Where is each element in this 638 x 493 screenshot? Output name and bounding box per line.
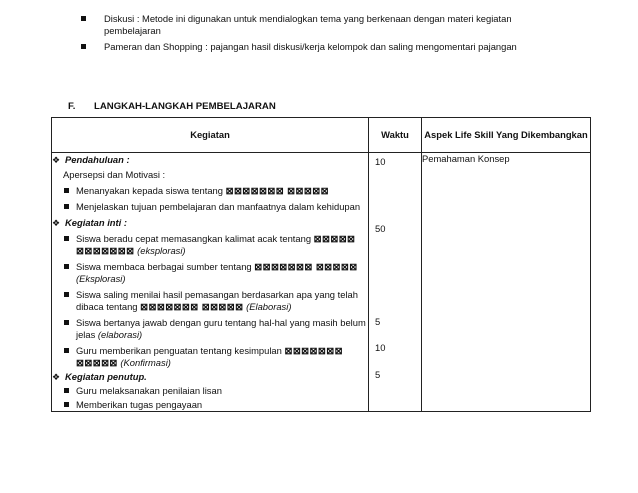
square-bullet-icon [64,188,69,193]
activity-type-label: (elaborasi) [97,329,143,340]
list-item [52,201,368,213]
missing-glyph-text: ⊠⊠⊠⊠⊠⊠⊠ ⊠⊠⊠⊠⊠ [76,345,343,368]
square-bullet-icon [64,236,69,241]
phase-penutup [52,371,368,383]
apersepsi-label: Apersepsi dan Motivasi : [63,169,166,180]
header-kegiatan: Kegiatan [52,118,369,153]
list-item [52,399,368,411]
list-item [52,385,368,397]
table-header-row [52,118,591,153]
phase-inti [52,217,368,229]
list-item [52,185,368,197]
square-bullet-icon [64,320,69,325]
list-item [52,261,368,285]
diamond-bullet-icon: ❖ [52,218,61,228]
intro-bullet-text: Diskusi : Metode ini digunakan untuk mendialogkan tema yang berkenaan dengan materi kegiatan pembelajaran [104,13,512,36]
missing-glyph-text: ⊠⊠⊠⊠⊠⊠⊠ ⊠⊠⊠⊠⊠ [254,261,358,272]
activity-type-label: (Konfirmasi) [120,357,171,368]
activity-type-label: (Eksplorasi) [76,273,126,284]
list-item-text: Siswa bertanya jawab dengan guru tentang hal-hal yang masih belum jelas [76,317,366,340]
kegiatan-cell [52,153,369,412]
waktu-cell [369,153,422,412]
intro-bullet-item [80,13,550,37]
square-bullet-icon [64,402,69,407]
square-bullet-icon [64,292,69,297]
time-value: 5 [375,369,381,380]
missing-glyph-text: ⊠⊠⊠⊠⊠ [313,233,356,244]
list-item-text: Menjelaskan tujuan pembelajaran dan manfaatnya dalam kehidupan [76,201,361,212]
list-item [52,317,368,341]
missing-glyph-text: ⊠⊠⊠⊠⊠⊠⊠ [76,245,135,256]
intro-bullet-list [80,13,550,57]
list-item [52,289,368,313]
diamond-bullet-icon: ❖ [52,155,61,165]
activity-type-label: (eksplorasi) [137,245,186,256]
list-item-text: Memberikan tugas pengayaan [76,399,203,410]
phase-title: Kegiatan penutup. [65,371,147,382]
square-bullet-icon [81,16,86,21]
intro-bullet-text: Pameran dan Shopping : pajangan hasil diskusi/kerja kelompok dan saling mengomentari pajangan [104,41,517,52]
section-heading [68,101,276,113]
phase-title: Pendahuluan : [65,154,130,165]
list-item-text: Siswa membaca berbagai sumber tentang [76,261,252,272]
table-row [52,153,591,412]
intro-bullet-item [80,41,550,53]
missing-glyph-text: ⊠⊠⊠⊠⊠⊠⊠ ⊠⊠⊠⊠⊠ [225,185,329,196]
time-value: 5 [375,316,381,327]
square-bullet-icon [64,348,69,353]
list-item-text: Guru melaksanakan penilaian lisan [76,385,222,396]
square-bullet-icon [64,388,69,393]
lesson-steps-table [51,117,591,412]
list-item-text: Siswa saling menilai hasil pemasangan berdasarkan apa yang telah dibaca tentang [76,289,358,312]
time-value: 10 [375,156,386,167]
time-value: 10 [375,342,386,353]
list-item-text: Guru memberikan penguatan tentang kesimpulan [76,345,282,356]
phase-title: Kegiatan inti : [65,217,127,228]
square-bullet-icon [81,44,86,49]
aspek-value: Pemahaman Konsep [422,153,510,164]
missing-glyph-text: ⊠⊠⊠⊠⊠⊠⊠ ⊠⊠⊠⊠⊠ [140,301,244,312]
square-bullet-icon [64,204,69,209]
section-title: LANGKAH-LANGKAH PEMBELAJARAN [94,101,276,112]
aspek-cell [422,153,591,412]
diamond-bullet-icon: ❖ [52,372,61,382]
section-number: F. [68,101,76,112]
phase-pendahuluan [52,154,368,166]
activity-type-label: (Elaborasi) [246,301,292,312]
header-aspek: Aspek Life Skill Yang Dikembangkan [422,118,591,153]
square-bullet-icon [64,264,69,269]
list-item-text: Menanyakan kepada siswa tentang [76,185,223,196]
time-value: 50 [375,223,386,234]
header-waktu: Waktu [369,118,422,153]
list-item [52,345,368,369]
list-item-text: Siswa beradu cepat memasangkan kalimat acak tentang [76,233,312,244]
list-item [52,233,368,257]
